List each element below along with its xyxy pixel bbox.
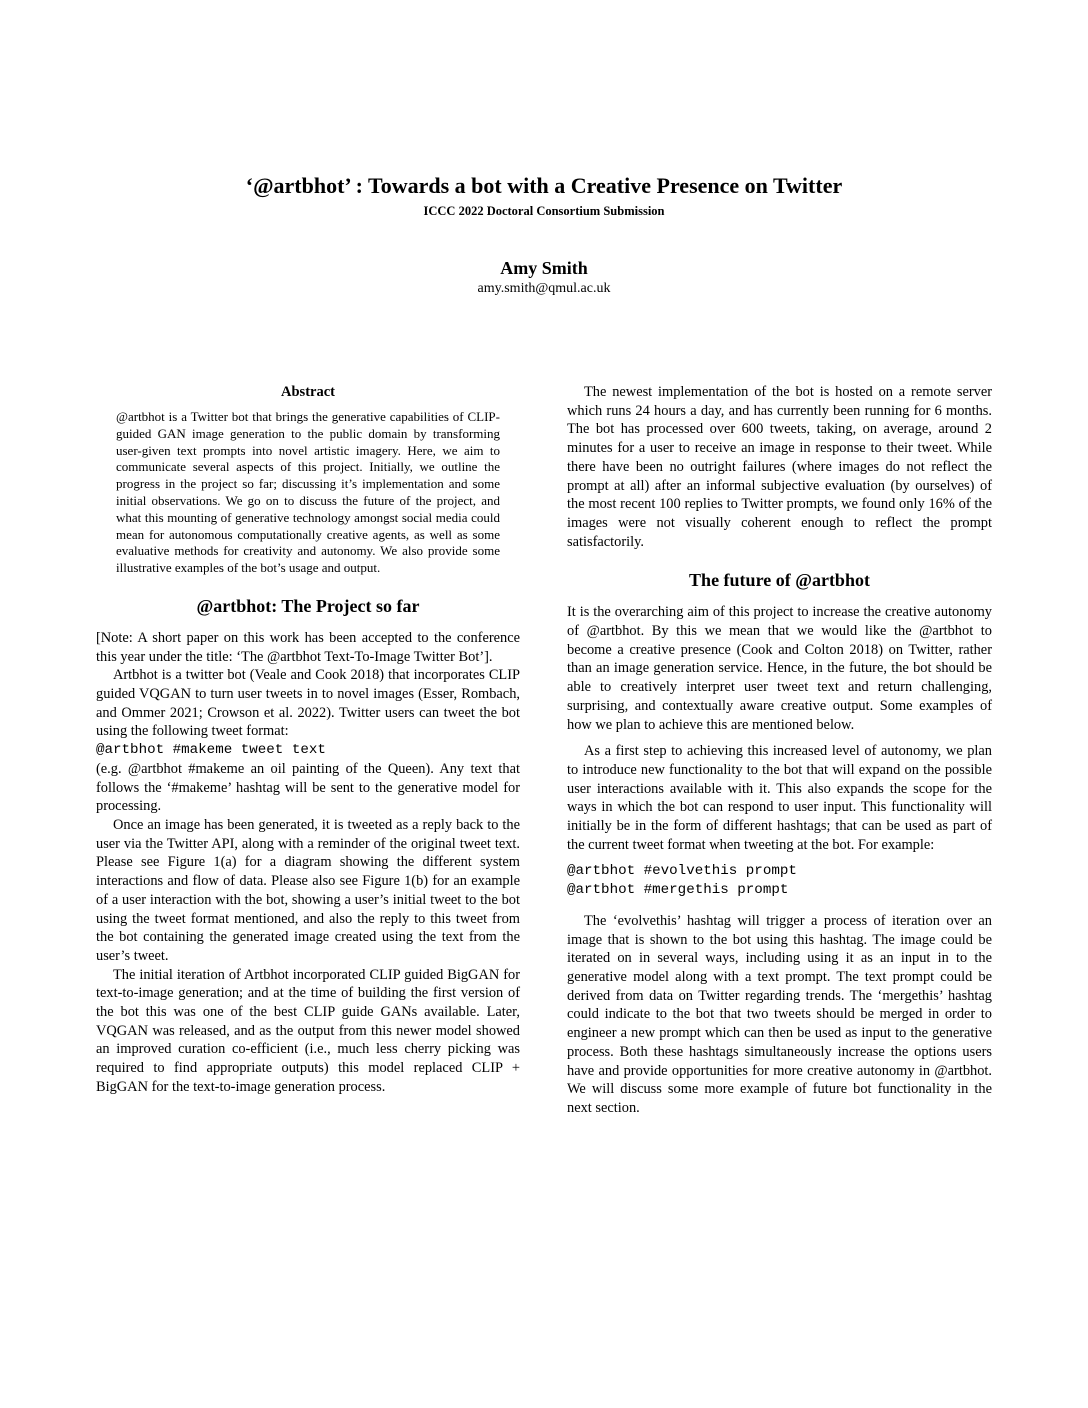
- body-paragraph: The newest implementation of the bot is hosted on a remote server which runs 24 hours a day, and has currently been running for 6 months. The bot has processed over 600 tweets, taking, on average, around 2 minutes for a user to receive an image in response to their tweet. While there have been no outright failures (where images do not reflect the prompt at all) after an informal subjective evaluation (by ourselves) of the most recent 100 replies to Twitter prompts, we found only 16% of the images were not visually coherent enough to reflect the prompt satisfactorily.: [567, 384, 992, 550]
- evolvethis-code: @artbhot #evolvethis prompt: [567, 863, 797, 880]
- body-paragraph: The ‘evolvethis’ hashtag will trigger a process of iteration over an image that is shown to the bot using this hashtag. The image could be iterated on in several ways, including using it as an input in to the generative model along with a text prompt. The text prompt could be derived from data on Twitter regarding trends. The ‘mergethis’ hashtag could indicate to the bot that two tweets should be merged in order to engineer a new prompt which can then be used as input to the generative process. Both these hashtags simultaneously increase the options users have and provide opportunities for more creative autonomy in @artbhot. We will discuss some more example of future bot functionality in the next section.: [567, 912, 992, 1116]
- paper-header: [0, 172, 1088, 298]
- body-paragraph: (e.g. @artbhot #makeme an oil painting of the Queen). Any text that follows the ‘#makeme’ hashtag will be sent to the generative model for processing.: [96, 760, 520, 815]
- body-paragraph: The initial iteration of Artbhot incorporated CLIP guided BigGAN for text-to-image generation; and at the time of building the first version of the bot this was one of the best CLIP guide GANs available. Later, VQGAN was released, and as the output from this newer model showed an improved curation co-efficient (i.e., much less cherry picking was required to find appropriate outputs) this model replaced CLIP + BigGAN for the text-to-image generation process.: [96, 966, 520, 1095]
- note-paragraph: [Note: A short paper on this work has been accepted to the conference this year under the title: ‘The @artbhot Text-To-Image Twitter Bot’].: [96, 629, 520, 665]
- body-paragraph: It is the overarching aim of this project to increase the creative autonomy of @artbhot. By this we mean that we would like the @artbhot to become a creative presence (Cook and Colton 2018) on Twitter, rather than an image generation service. Hence, in the future, the bot should be able to creatively interpret user tweet text and return challenging, surprising, and contextually aware creative output. Some examples of how we plan to achieve this are mentioned below.: [567, 604, 992, 733]
- section-heading-project-so-far: @artbhot: The Project so far: [196, 595, 420, 616]
- mergethis-code: @artbhot #mergethis prompt: [567, 882, 789, 899]
- right-column: [567, 383, 992, 1118]
- abstract-heading: Abstract: [281, 384, 335, 400]
- body-paragraph: Artbhot is a twitter bot (Veale and Cook 2018) that incorporates CLIP guided VQGAN to turn user tweets in to novel images (Esser, Rombach, and Ommer 2021; Crowson et al. 2022). Twitter users can tweet the bot using the following tweet format:: [96, 667, 520, 740]
- author-email: amy.smith@qmul.ac.uk: [477, 281, 611, 296]
- hashtag-code-block: [567, 862, 992, 899]
- paper-title: ‘@artbhot’ : Towards a bot with a Creative Presence on Twitter: [245, 173, 843, 198]
- body-paragraph: As a first step to achieving this increased level of autonomy, we plan to introduce new functionality to the bot that will expand on the possible user interactions available with it. This also expands the scope for the ways in which the bot can respond to user input. This functionality will initially be in the form of different hashtags; that can be used as part of the current tweet format when tweeting at the bot. For example:: [567, 743, 992, 853]
- abstract-text: @artbhot is a Twitter bot that brings the generative capabilities of CLIP-guided GAN image generation to the public domain by transforming user-given text prompts into novel artistic imagery. Here, we aim to communicate several aspects of this project. Initially, we outline the progress in the project so far; discussing it’s implementation and some initial observations. We go on to discuss the future of the project, and what this mounting of generative technology amongst social media could mean for autonomous computationally creative agents, as well as some evaluative methods for creativity and autonomy. We also provide some illustrative examples of the bot’s usage and output.: [116, 409, 500, 576]
- author-name: Amy Smith: [500, 258, 588, 278]
- body-paragraph: Once an image has been generated, it is tweeted as a reply back to the user via the Twitter API, along with a reminder of the original tweet text. Please see Figure 1(a) for a diagram showing the different system interactions and flow of data. Please also see Figure 1(b) for an example of a user interaction with the bot, showing a user’s initial tweet to the bot using the tweet format mentioned, and also the reply to this tweet from the bot containing the generated image created using the text from the user’s tweet.: [96, 817, 520, 964]
- tweet-format-code: @artbhot #makeme tweet text: [96, 742, 326, 759]
- section-heading-future: The future of @artbhot: [689, 570, 870, 591]
- paper-subtitle: ICCC 2022 Doctoral Consortium Submission: [423, 204, 665, 218]
- left-column: [96, 383, 520, 1097]
